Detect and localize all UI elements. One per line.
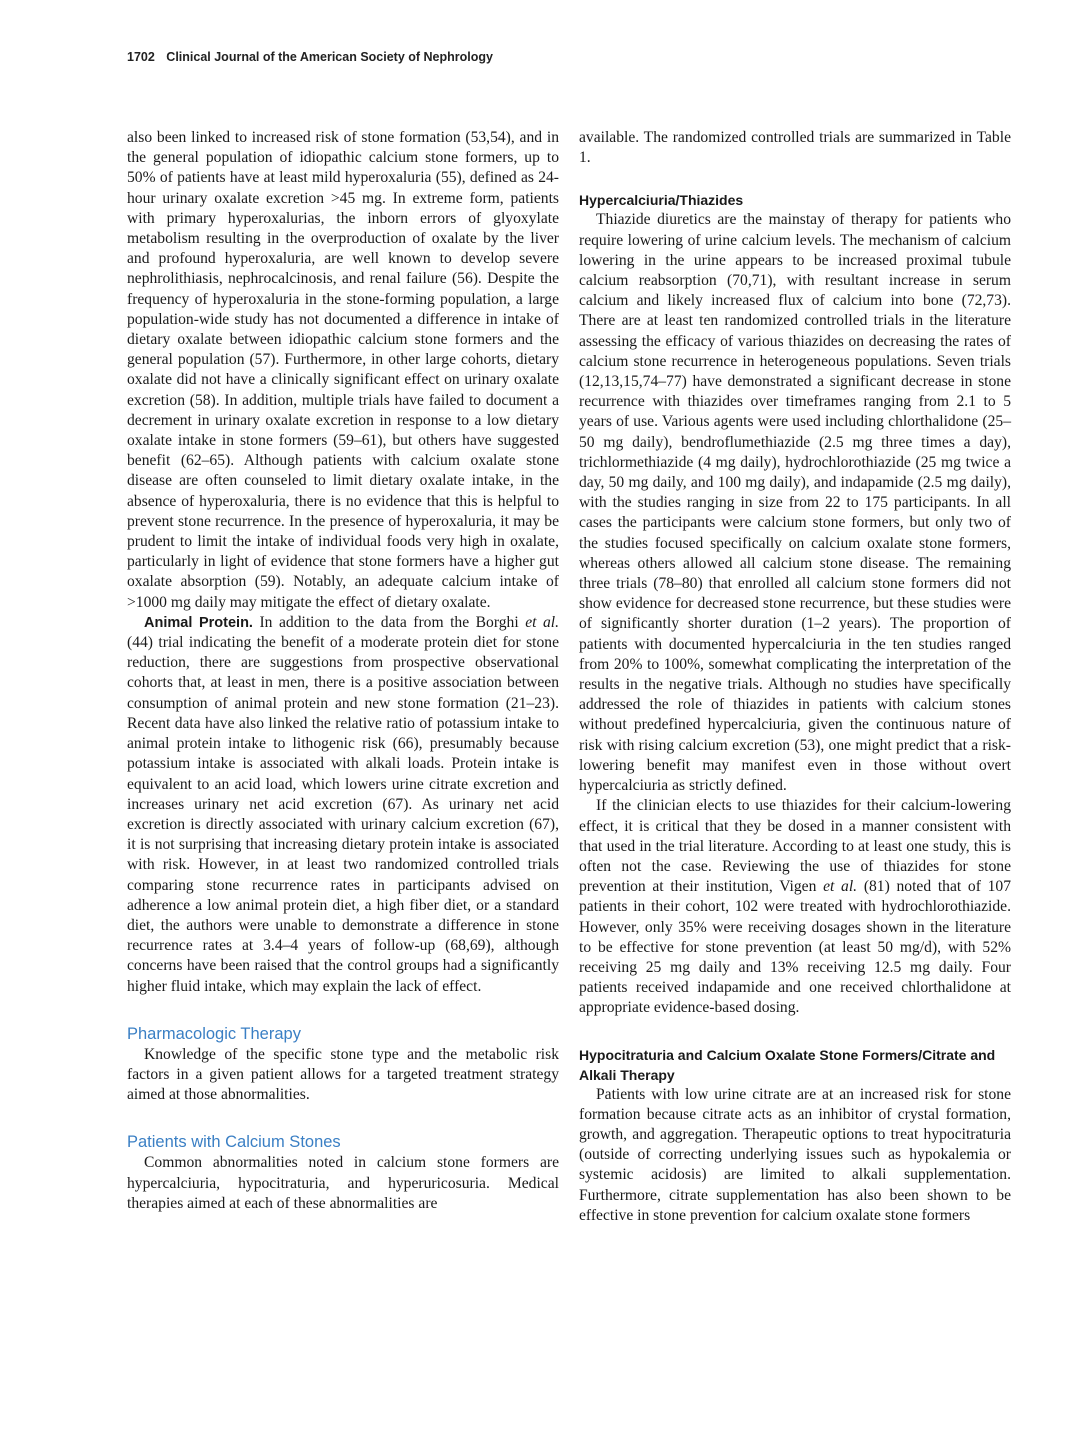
thiazide-dosing-text-a: If the clinician elects to use thiazides for their calcium-lowering effect, it is critical that they be dosed in a manner consistent with that used in the trial literature. According to at least one study, this is often not the case. Reviewing the use of thiazides for stone prevention at their institution, Vigen (579, 797, 1011, 896)
running-head (127, 50, 493, 64)
oxalate-paragraph: also been linked to increased risk of stone formation (53,54), and in the general population of idiopathic calcium stone formers, up to 50% of patients have at least mild hyperoxaluria (55), defined as 24-hour urinary oxalate excretion >45 mg. In extreme form, patients with primary hyperoxalurias, the inborn errors of glyoxylate metabolism resulting in the overproduction of oxalate by the liver and profound hyperoxaluria, are well known to develop severe nephrolithiasis, nephrocalcinosis, and renal failure (56). Despite the frequency of hyperoxaluria in the stone-forming population, a large population-wide study has not documented a difference in intake of dietary oxalate between idiopathic calcium stone formers and the general population (57). Furthermore, in other large cohorts, dietary oxalate did not have a clinically significant effect on urinary oxalate excretion (58). In addition, multiple trials have failed to document a decrement in urinary oxalate excretion in response to a low dietary oxalate intake in stone formers (59–61), but others have suggested benefit (62–65). Although patients with calcium oxalate stone disease are often counseled to limit dietary oxalate intake, in the absence of hyperoxaluria, there is no evidence that this is helpful to prevent stone recurrence. In the presence of hyperoxaluria, it may be prudent to limit the intake of individual foods very high in oxalate, particularly in light of evidence that stone formers have a higher gut oxalate absorption (59). Notably, an adequate calcium intake of >1000 mg daily may mitigate the effect of dietary oxalate. (127, 129, 559, 611)
vigen-et-al: et al. (823, 878, 858, 896)
calcium-stones-heading: Patients with Calcium Stones (127, 1133, 341, 1152)
thiazides-heading: Hypercalciuria/Thiazides (579, 192, 744, 209)
page-number: 1702 (127, 50, 155, 64)
right-column (579, 128, 1011, 1226)
pharmacologic-therapy-heading: Pharmacologic Therapy (127, 1024, 301, 1043)
thiazide-dosing-paragraph (579, 796, 1011, 1018)
table-reference-paragraph: available. The randomized controlled trials are summarized in Table 1. (579, 129, 1011, 167)
thiazides-paragraph: Thiazide diuretics are the mainstay of therapy for patients who require lowering of urine calcium levels. The mechanism of calcium lowering in the urine appears to be increased proximal tubule calcium reabsorption (70,71), with resultant increase in serum calcium and likely increased flux of calcium into bone (72,73). There are at least ten randomized controlled trials in the literature assessing the efficacy of various thiazides on decreasing the rates of calcium stone recurrence in heterogeneous populations. Seven trials (12,13,15,74–77) have demonstrated a significant decrease in stone recurrence with thiazides over timeframes ranging from 2.1 to 5 years of use. Various agents were used including chlorthalidone (25–50 mg daily), bendroflumethiazide (2.5 mg three times a day), trichlormethiazide (4 mg daily), hydrochlorothiazide (25 mg twice a day, 50 mg daily, and 100 mg daily), and indapamide (2.5 mg daily), with the studies ranging in size from 22 to 175 participants. In all cases the participants were calcium stone formers, but only two of the studies focused specifically on calcium oxalate stone formers, whereas others allowed all calcium stone disease. The remaining three trials (78–80) that enrolled all calcium stone formers did not show evidence for decreased stone recurrence, but these studies were of significantly shorter duration (1–2 years). The proportion of patients with documented hypercalciuria in the ten studies ranged from 20% to 100%, somewhat complicating the interpretation of the results in the negative trials. Although no studies have specifically addressed the role of thiazides in patients with calcium stones without predefined hypercalciuria, given the continuous nature of risk with rising calcium excretion (53), one might predict that a risk-lowering benefit may manifest even in those without overt hypercalciuria as strictly defined. (579, 211, 1011, 795)
left-column (127, 128, 559, 1214)
animal-protein-heading: Animal Protein. (144, 614, 253, 631)
pharmacologic-paragraph: Knowledge of the specific stone type and the metabolic risk factors in a given patient allows for a targeted treatment strategy aimed at those abnormalities. (127, 1045, 559, 1104)
citrate-heading: Hypocitraturia and Calcium Oxalate Stone Formers/Citrate and Alkali Therapy (579, 1046, 996, 1083)
borghi-et-al: et al. (525, 613, 559, 631)
thiazide-dosing-text-b: (81) noted that of 107 patients in their cohort, 102 were treated with hydrochlorothiazide. However, only 35% were receiving dosages shown in the literature to be effective for stone prevention (at least 50 mg/d), with 52% receiving 25 mg daily and 13% receiving 12.5 mg daily. Four patients received indapamide and one received chlorthalidone at appropriate evidence-based dosing. (579, 878, 1012, 1017)
animal-protein-text-a: In addition to the data from the Borghi (259, 613, 519, 631)
animal-protein-text-b: (44) trial indicating the benefit of a moderate protein diet for stone reduction, there are suggestions from prospective observational cohorts that, at least in men, there is a positive association between consumption of animal protein and new stone formation (21–23). Recent data have also linked the relative ratio of potassium intake to animal protein intake to lithogenic risk (66), presumably because potassium intake is associated with alkali loads. Protein intake is equivalent to an acid load, which lowers urine citrate excretion and increases urinary net acid excretion (67). As urinary net acid excretion is directly associated with urinary calcium excretion (67), it is not surprising that increasing dietary protein intake is associated with risk. However, in at least two randomized controlled trials comparing stone recurrence rates in participants advised on adherence a low animal protein diet, a high fiber diet, or a standard diet, the authors were unable to demonstrate a difference in stone recurrence rates at 3.4–4 years of follow-up (68,69), although concerns have been raised that the control groups had a significantly higher fluid intake, which may explain the lack of effect. (127, 634, 559, 995)
journal-title: Clinical Journal of the American Society of Nephrology (166, 50, 493, 64)
calcium-stones-paragraph: Common abnormalities noted in calcium stone formers are hypercalciuria, hypocitraturia, and hyperuricosuria. Medical therapies aimed at each of these abnormalities are (127, 1154, 559, 1212)
animal-protein-paragraph (127, 613, 559, 997)
citrate-paragraph: Patients with low urine citrate are at an increased risk for stone formation because citrate acts as an inhibitor of crystal formation, growth, and aggregation. Therapeutic options to treat hypocitraturia (outside of correcting underlying issues such as hypokalemia or systemic acidosis) are limited to alkali supplementation. Furthermore, citrate supplementation has also been shown to be effective in stone prevention for calcium oxalate stone formers (579, 1085, 1011, 1224)
